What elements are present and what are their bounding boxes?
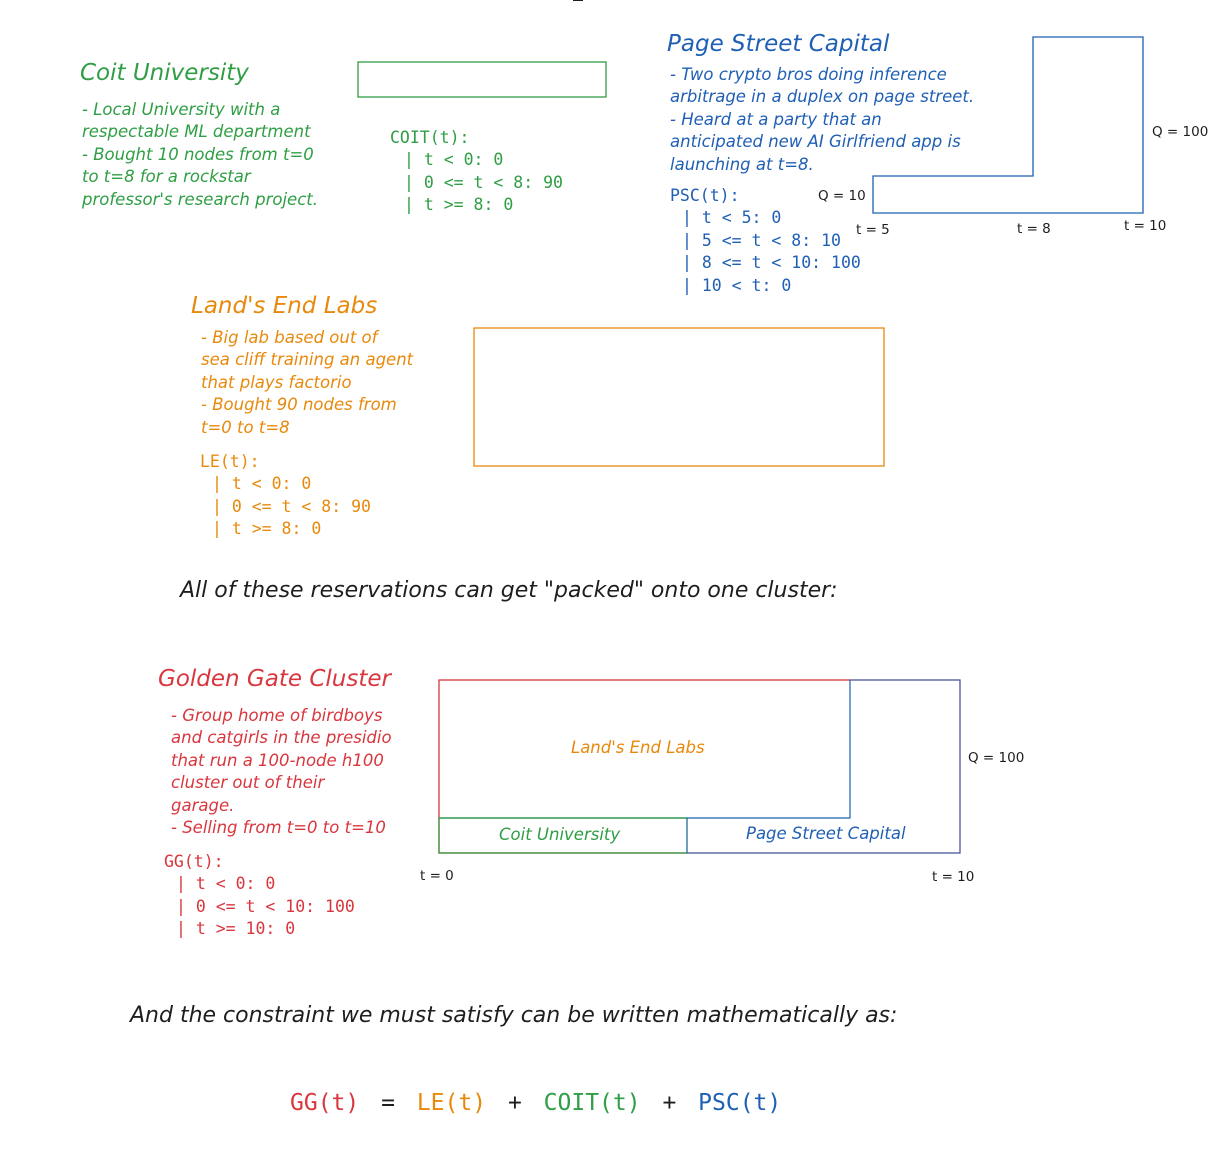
packed-t0-label: t = 0 (420, 868, 454, 884)
equation-le: LE(t) (416, 1090, 487, 1116)
coit-desc-line: - Bought 10 nodes from t=0 (82, 144, 314, 164)
constraint-statement: And the constraint we must satisfy can be written mathematically as: (130, 1003, 898, 1028)
gg-func-header: GG(t): (164, 852, 224, 871)
psc-description (670, 64, 974, 176)
equation-psc: PSC(t) (698, 1090, 782, 1116)
le-desc-line: sea cliff training an agent (201, 350, 414, 370)
le-reservation-box (474, 328, 884, 466)
psc-func-case: | 5 <= t < 8: 10 (682, 230, 841, 250)
gg-desc-line: garage. (171, 795, 235, 815)
le-desc-line: t=0 to t=8 (201, 417, 290, 437)
coit-func-case: | t >= 8: 0 (404, 195, 514, 215)
psc-t5-label: t = 5 (856, 222, 890, 238)
psc-q-low-label: Q = 10 (818, 188, 866, 204)
psc-func-case: | 8 <= t < 10: 100 (682, 253, 861, 273)
coit-desc-line: professor's research project. (82, 189, 318, 209)
psc-desc-line: - Heard at a party that an (670, 109, 882, 129)
le-description (201, 327, 413, 439)
psc-title: Page Street Capital (667, 31, 890, 57)
psc-t8-label: t = 8 (1017, 221, 1051, 237)
psc-q-high-label: Q = 100 (1152, 124, 1208, 140)
constraint-equation (290, 1090, 781, 1116)
le-func-case: | 0 <= t < 8: 90 (212, 496, 371, 516)
gg-description (171, 705, 392, 839)
psc-desc-line: launching at t=8. (670, 154, 814, 174)
le-desc-line: that plays factorio (201, 372, 352, 392)
le-desc-line: - Bought 90 nodes from (201, 395, 397, 415)
gg-function (164, 851, 355, 941)
psc-t10-label: t = 10 (1124, 218, 1167, 234)
equation-plus: + (662, 1090, 677, 1116)
coit-func-header: COIT(t): (390, 128, 470, 147)
psc-desc-line: - Two crypto bros doing inference (670, 65, 947, 84)
le-func-header: LE(t): (200, 452, 260, 471)
equation-gg: GG(t) (290, 1090, 360, 1116)
gg-desc-line: that run a 100-node h100 (171, 750, 384, 770)
gg-func-case: | 0 <= t < 10: 100 (176, 896, 355, 916)
coit-reservation-box (358, 62, 606, 97)
equation-coit: COIT(t) (543, 1090, 641, 1116)
coit-desc-line: respectable ML department (82, 122, 311, 142)
coit-description (82, 99, 318, 211)
le-function (200, 451, 371, 541)
psc-func-header: PSC(t): (670, 186, 740, 205)
coit-func-case: | t < 0: 0 (404, 150, 504, 170)
gg-func-case: | t < 0: 0 (176, 874, 276, 894)
le-title: Land's End Labs (191, 293, 378, 319)
gg-title: Golden Gate Cluster (158, 666, 391, 692)
psc-desc-line: arbitrage in a duplex on page street. (670, 87, 975, 107)
coit-desc-line: to t=8 for a rockstar (82, 167, 251, 187)
psc-desc-line: anticipated new AI Girlfriend app is (670, 132, 961, 152)
coit-func-case: | 0 <= t < 8: 90 (404, 172, 563, 192)
gg-desc-line: cluster out of their (171, 773, 325, 793)
equation-equals: = (381, 1090, 395, 1116)
le-func-case: | t < 0: 0 (212, 474, 312, 494)
packed-t10-label: t = 10 (932, 869, 975, 885)
gg-desc-line: - Selling from t=0 to t=10 (171, 818, 386, 838)
le-func-case: | t >= 8: 0 (212, 519, 322, 539)
gg-desc-line: and catgirls in the presidio (171, 728, 392, 748)
le-desc-line: - Big lab based out of (201, 328, 378, 347)
psc-func-case: | 10 < t: 0 (682, 275, 792, 295)
coit-function (390, 127, 563, 217)
packed-psc-label: Page Street Capital (746, 824, 906, 843)
gg-desc-line: - Group home of birdboys (171, 706, 383, 725)
gg-func-case: | t >= 10: 0 (176, 919, 296, 939)
equation-plus: + (507, 1090, 522, 1116)
packed-statement: All of these reservations can get "packed" onto one cluster: (180, 578, 838, 603)
packed-coit-label: Coit University (499, 825, 621, 844)
coit-desc-line: - Local University with a (82, 100, 281, 119)
coit-title: Coit University (80, 60, 249, 86)
psc-func-case: | t < 5: 0 (682, 208, 782, 228)
packed-le-label: Land's End Labs (571, 738, 705, 757)
packed-q-label: Q = 100 (968, 750, 1025, 766)
